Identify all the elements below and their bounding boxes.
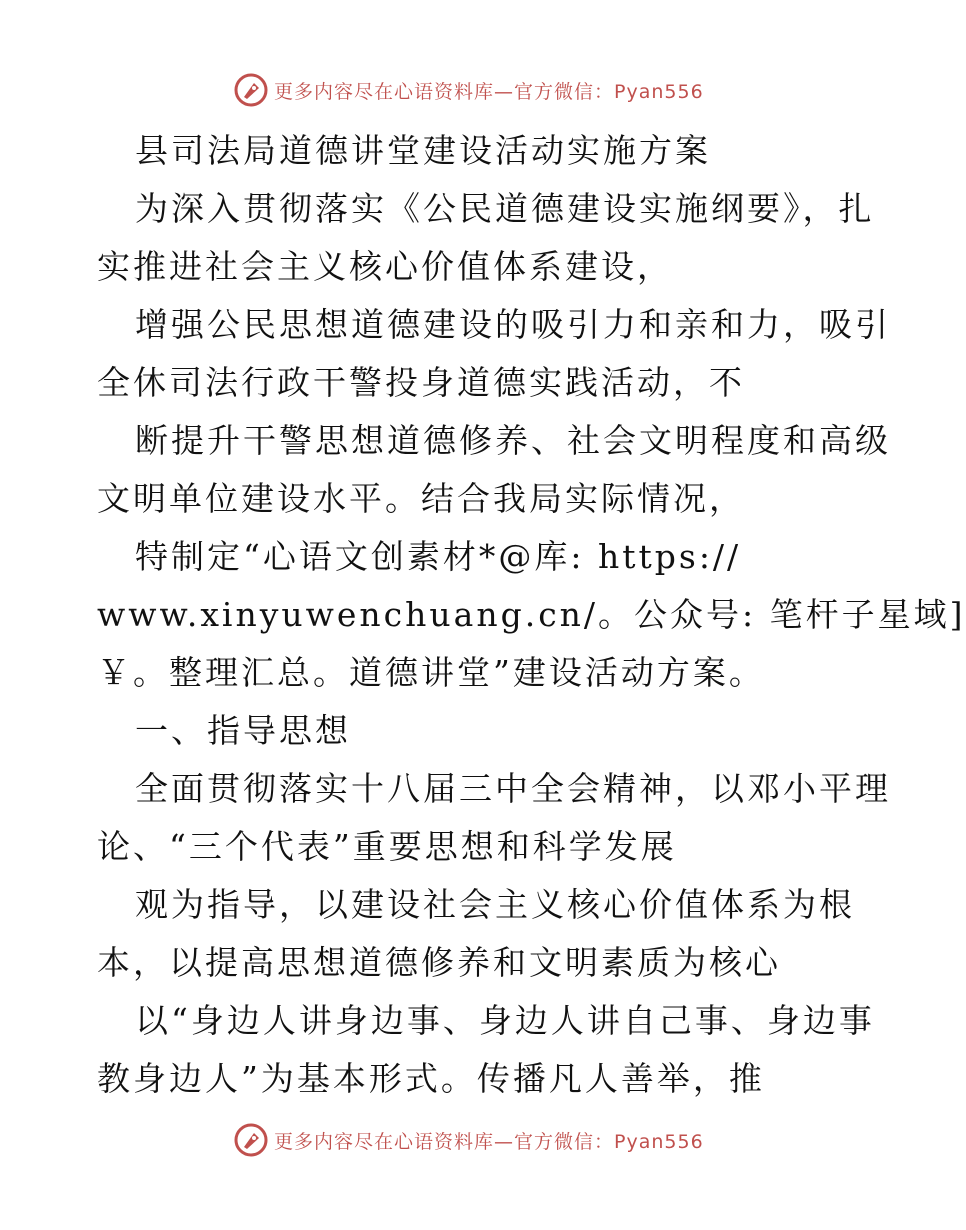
footer-banner xyxy=(234,1120,734,1160)
paragraph-line: 论、“三个代表”重要思想和科学发展 xyxy=(97,827,677,866)
paragraph-line: 观为指导，以建设社会主义核心价值体系为根 xyxy=(135,885,855,924)
paragraph-line: 本，以提高思想道德修养和文明素质为核心 xyxy=(97,943,781,982)
pen-nib-logo-icon xyxy=(234,73,268,107)
paragraph-line: ￥。整理汇总。道德讲堂”建设活动方案。 xyxy=(97,653,765,692)
header-banner-text: 更多内容尽在心语资料库—官方微信：Pyan556 xyxy=(274,80,704,103)
paragraph-line: www.xinyuwenchuang.cn/。公众号: 笔杆子星域] xyxy=(97,595,966,634)
paragraph-line: 教身边人”为基本形式。传播凡人善举，推 xyxy=(97,1059,765,1098)
paragraph-line: 文明单位建设水平。结合我局实际情况， xyxy=(97,479,745,518)
paragraph-line: 以“身边人讲身边事、身边人讲自己事、身边事 xyxy=(135,1001,875,1040)
header-banner xyxy=(234,70,734,110)
paragraph-line: 全面贯彻落实十八届三中全会精神，以邓小平理 xyxy=(135,769,891,808)
paragraph-line: 增强公民思想道德建设的吸引力和亲和力，吸引 xyxy=(135,305,891,344)
paragraph-line: 全休司法行政干警投身道德实践活动，不 xyxy=(97,363,745,402)
pen-nib-logo-icon xyxy=(234,1123,268,1157)
footer-banner-text: 更多内容尽在心语资料库—官方微信：Pyan556 xyxy=(274,1130,704,1153)
paragraph-line: 特制定“心语文创素材*@库: https:// xyxy=(135,537,742,576)
document-title: 县司法局道德讲堂建设活动实施方案 xyxy=(135,131,711,170)
paragraph-line: 为深入贯彻落实《公民道德建设实施纲要》，扎 xyxy=(135,189,875,228)
paragraph-line: 实推进社会主义核心价值体系建设， xyxy=(97,247,673,286)
section-heading: 一、指导思想 xyxy=(135,711,351,750)
paragraph-line: 断提升干警思想道德修养、社会文明程度和高级 xyxy=(135,421,891,460)
document-body xyxy=(97,122,966,1108)
